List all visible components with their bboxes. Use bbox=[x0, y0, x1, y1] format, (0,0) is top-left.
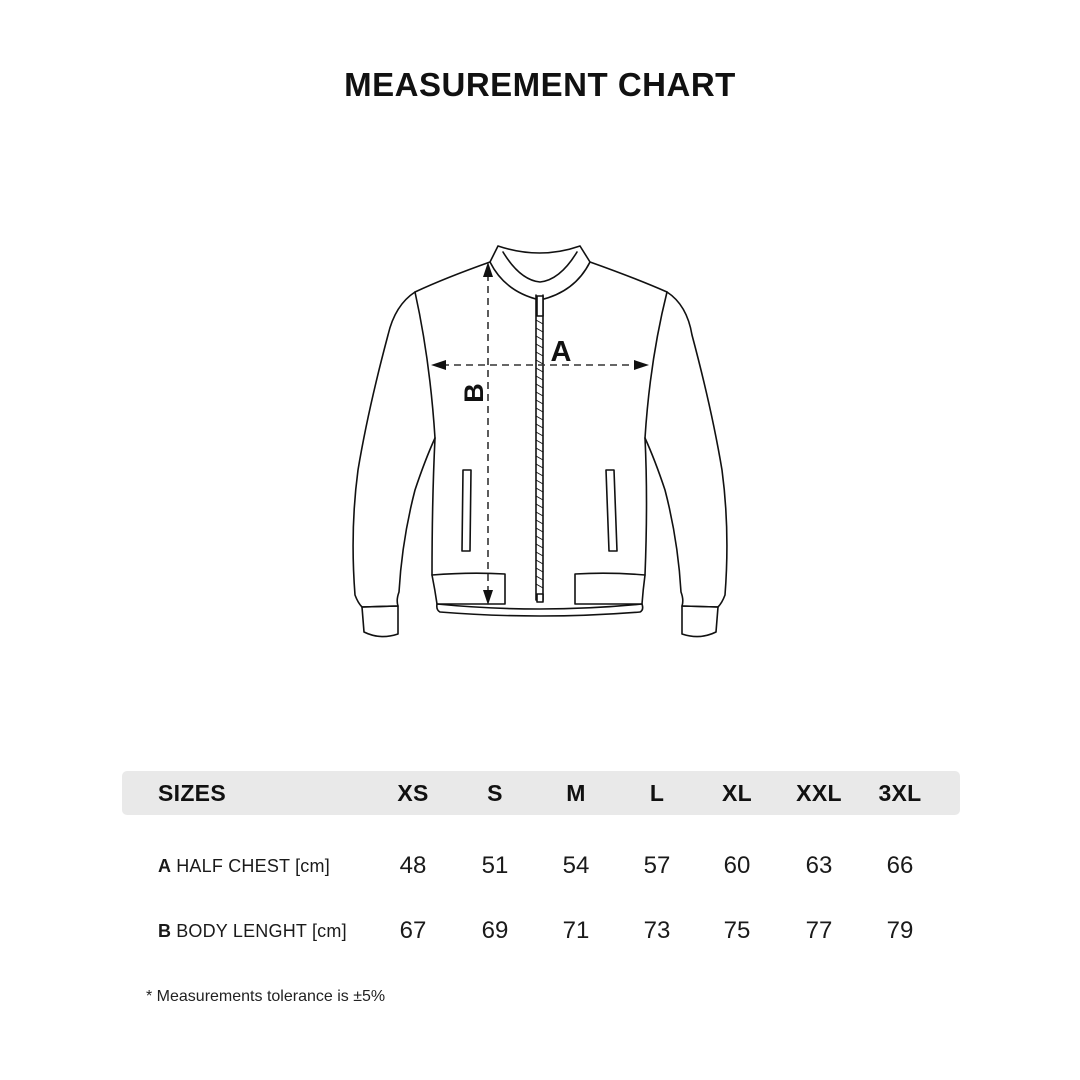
body-left-outline bbox=[415, 262, 490, 575]
header-size-m: M bbox=[566, 779, 586, 806]
row-label-text: HALF CHEST [cm] bbox=[176, 855, 330, 876]
tolerance-footnote: * Measurements tolerance is ±5% bbox=[146, 988, 386, 1005]
table-cell: 79 bbox=[886, 917, 914, 944]
table-cell: 57 bbox=[643, 852, 671, 879]
header-sizes-label: SIZES bbox=[158, 779, 226, 806]
left-cuff bbox=[362, 606, 398, 637]
right-cuff bbox=[682, 606, 718, 637]
table-cell: 73 bbox=[643, 917, 671, 944]
row-letter: B bbox=[158, 920, 172, 941]
pocket-right bbox=[606, 470, 617, 551]
table-cell: 60 bbox=[723, 852, 751, 879]
hem-band-right bbox=[575, 573, 645, 604]
table-header-row bbox=[122, 771, 960, 815]
header-size-xs: XS bbox=[397, 779, 429, 806]
jacket-icon bbox=[340, 235, 740, 650]
hem-bottom bbox=[437, 604, 643, 616]
page-title: MEASUREMENT CHART bbox=[344, 66, 736, 103]
table-cell: 54 bbox=[562, 852, 590, 879]
size-table bbox=[122, 771, 960, 951]
table-cell: 75 bbox=[723, 917, 751, 944]
header-size-l: L bbox=[649, 779, 665, 806]
pocket-left bbox=[462, 470, 471, 551]
left-sleeve bbox=[353, 292, 435, 607]
table-cell: 71 bbox=[562, 917, 590, 944]
header-size-xxl: XXL bbox=[796, 779, 842, 806]
row-label-body-length bbox=[158, 911, 388, 951]
table-cell: 51 bbox=[481, 852, 509, 879]
table-cell: 77 bbox=[805, 917, 833, 944]
row-label-text: BODY LENGHT [cm] bbox=[176, 920, 347, 941]
zipper-teeth bbox=[536, 320, 543, 588]
label-b: B bbox=[459, 383, 489, 403]
table-cell: 66 bbox=[886, 852, 914, 879]
body-right-outline bbox=[590, 262, 667, 575]
jacket-illustration bbox=[340, 235, 740, 650]
table-row bbox=[122, 911, 960, 951]
table-cell: 63 bbox=[805, 852, 833, 879]
table-cell: 48 bbox=[399, 852, 427, 879]
hem-band bbox=[432, 573, 505, 604]
row-label-half-chest bbox=[158, 846, 388, 886]
table-cell: 67 bbox=[399, 917, 427, 944]
header-size-3xl: 3XL bbox=[878, 779, 922, 806]
table-cell: 69 bbox=[481, 917, 509, 944]
header-size-xl: XL bbox=[722, 779, 752, 806]
label-a: A bbox=[550, 336, 572, 368]
table-row bbox=[122, 846, 960, 886]
header-size-s: S bbox=[487, 779, 503, 806]
row-letter: A bbox=[158, 855, 172, 876]
